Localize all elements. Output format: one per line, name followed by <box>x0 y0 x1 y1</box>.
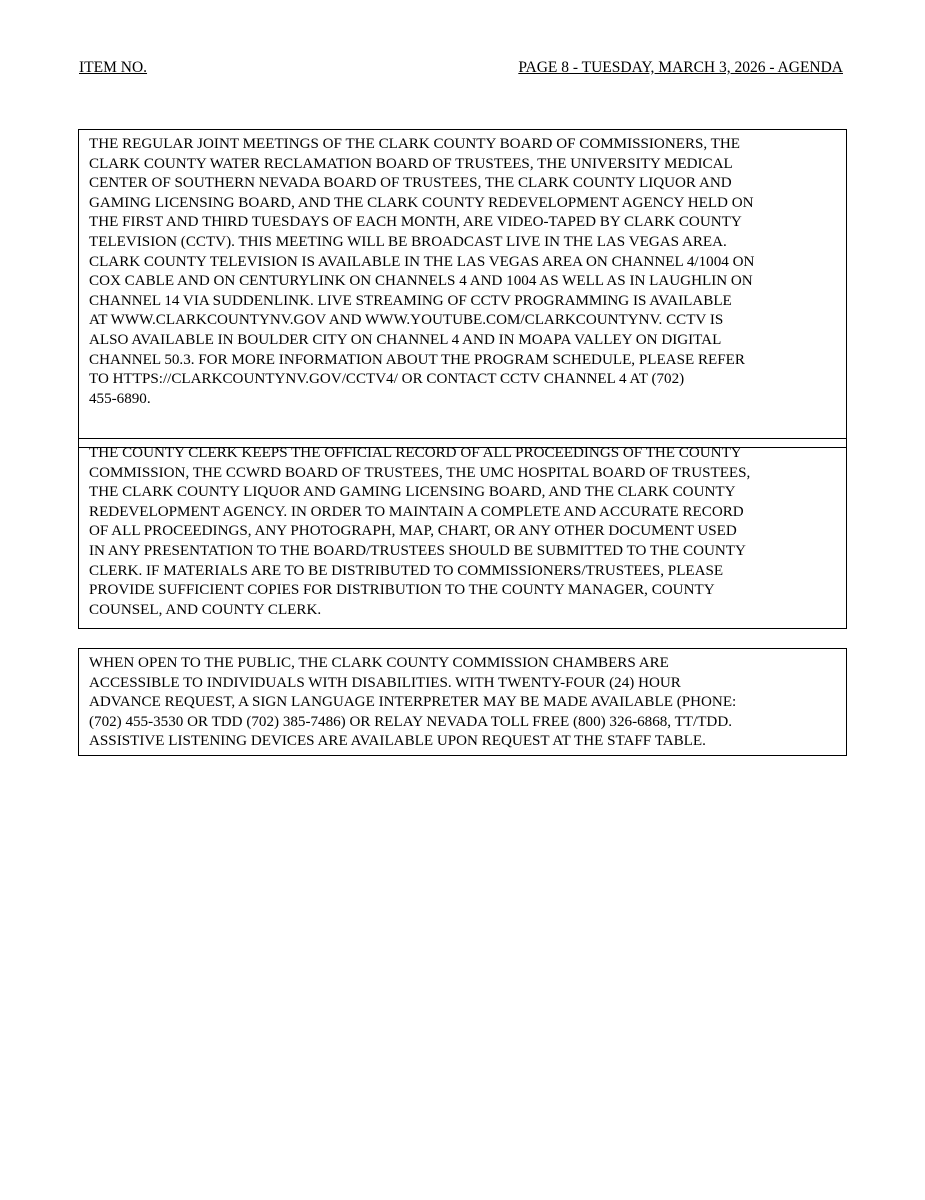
cctv-broadcast-notice <box>78 129 847 448</box>
page-date-heading: PAGE 8 - TUESDAY, MARCH 3, 2026 - AGENDA <box>518 59 843 76</box>
county-clerk-record-text: THE COUNTY CLERK KEEPS THE OFFICIAL RECORD OF ALL PROCEEDINGS OF THE COUNTY COMMISSION, THE CCWRD BOARD OF TRUSTEES, THE UMC HOSPITAL BOARD OF TRUSTEES, THE CLARK COUNTY LIQUOR AND GAMING LICENSING BOARD, AND THE CLARK COUNTY REDEVELOPMENT AGENCY. IN ORDER TO MAINTAIN A COMPLETE AND ACCURATE RECORD OF ALL PROCEEDINGS, ANY PHOTOGRAPH, MAP, CHART, OR ANY OTHER DOCUMENT USED IN ANY PRESENTATION TO THE BOARD/TRUSTEES SHOULD BE SUBMITTED TO THE COUNTY CLERK. IF MATERIALS ARE TO BE DISTRIBUTED TO COMMISSIONERS/TRUSTEES, PLEASE PROVIDE SUFFICIENT COPIES FOR DISTRIBUTION TO THE COUNTY MANAGER, COUNTY COUNSEL, AND COUNTY CLERK. <box>89 445 751 618</box>
cctv-broadcast-text: THE REGULAR JOINT MEETINGS OF THE CLARK COUNTY BOARD OF COMMISSIONERS, THE CLARK COUNTY WATER RECLAMATION BOARD OF TRUSTEES, THE UNIVERSITY MEDICAL CENTER OF SOUTHERN NEVADA BOARD OF TRUSTEES, THE CLARK COUNTY LIQUOR AND GAMING LICENSING BOARD, AND THE CLARK COUNTY REDEVELOPMENT AGENCY HELD ON THE FIRST AND THIRD TUESDAYS OF EACH MONTH, ARE VIDEO-TAPED BY CLARK COUNTY TELEVISION (CCTV). THIS MEETING WILL BE BROADCAST LIVE IN THE LAS VEGAS AREA. CLARK COUNTY TELEVISION IS AVAILABLE IN THE LAS VEGAS AREA ON CHANNEL 4/1004 ON COX CABLE AND ON CENTURYLINK ON CHANNELS 4 AND 1004 AS WELL AS IN LAUGHLIN ON CHANNEL 14 VIA SUDDENLINK. LIVE STREAMING OF CCTV PROGRAMMING IS AVAILABLE AT WWW.CLARKCOUNTYNV.GOV AND WWW.YOUTUBE.COM/CLARKCOUNTYNV. CCTV IS ALSO AVAILABLE IN BOULDER CITY ON CHANNEL 4 AND IN MOAPA VALLEY ON DIGITAL CHANNEL 50.3. FOR MORE INFORMATION ABOUT THE PROGRAM SCHEDULE, PLEASE REFER TO HTTPS://CLARKCOUNTYNV.GOV/CCTV4/ OR CONTACT CCTV CHANNEL 4 AT (702) 455-6890. <box>89 136 755 407</box>
accessibility-text: WHEN OPEN TO THE PUBLIC, THE CLARK COUNTY COMMISSION CHAMBERS ARE ACCESSIBLE TO INDIVIDUALS WITH DISABILITIES. WITH TWENTY-FOUR (24) HOUR ADVANCE REQUEST, A SIGN LANGUAGE INTERPRETER MAY BE MADE AVAILABLE (PHONE: (702) 455-3530 OR TDD (702) 385-7486) OR RELAY NEVADA TOLL FREE (800) 326-6868, TT/TDD. ASSISTIVE LISTENING DEVICES ARE AVAILABLE UPON REQUEST AT THE STAFF TABLE. <box>89 655 737 750</box>
item-number-label: ITEM NO. <box>79 59 148 76</box>
county-clerk-record-notice <box>78 438 847 629</box>
accessibility-notice <box>78 648 847 756</box>
